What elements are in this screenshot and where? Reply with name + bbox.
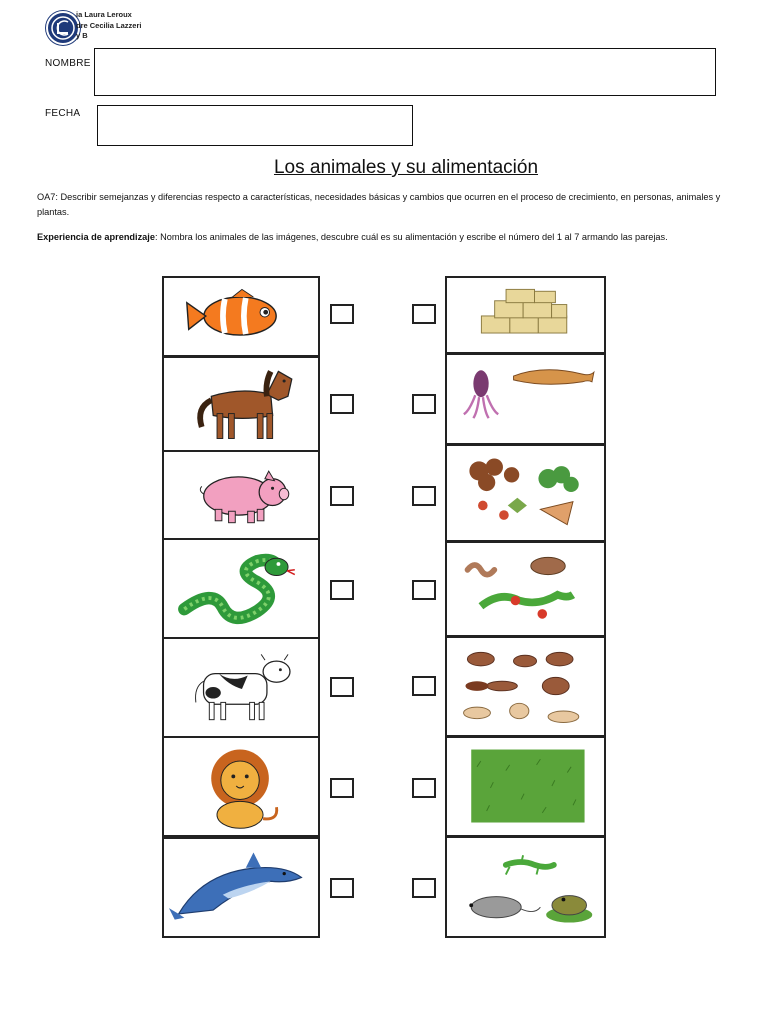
lion-icon: [164, 738, 318, 835]
page-title: Los animales y su alimentación: [273, 157, 539, 178]
dolphin-icon: [164, 839, 318, 936]
food-checkbox-5[interactable]: [412, 676, 436, 696]
animal-checkbox-7[interactable]: [330, 878, 354, 898]
animal-card-4: [162, 538, 320, 639]
objective-text: OA7: Describir semejanzas y diferencias respecto a características, necesidades básicas y cambios que ocurren en el proceso de crecimiento, en personas, animales y plantas.: [37, 192, 721, 217]
animal-checkbox-6[interactable]: [330, 778, 354, 798]
food-scraps-icon: [447, 446, 604, 540]
snake-icon: [164, 540, 318, 637]
pig-icon: [164, 452, 318, 538]
small-animals-icon: [447, 838, 604, 936]
experience-label: Experiencia de aprendizaje: [37, 232, 155, 242]
food-checkbox-2[interactable]: [412, 394, 436, 414]
cow-icon: [164, 639, 318, 736]
food-card-2: [445, 353, 606, 445]
experience-text: [37, 230, 737, 245]
animal-card-1: [162, 276, 320, 357]
grass-icon: [447, 738, 604, 835]
horse-icon: [164, 358, 318, 450]
food-checkbox-1[interactable]: [412, 304, 436, 324]
date-field[interactable]: [97, 105, 413, 146]
food-checkbox-3[interactable]: [412, 486, 436, 506]
food-card-4: [445, 541, 606, 637]
animal-card-6: [162, 736, 320, 837]
animal-checkbox-4[interactable]: [330, 580, 354, 600]
name-label: NOMBRE: [45, 58, 91, 69]
school-line-3: y B: [76, 31, 88, 40]
school-line-2: dre Cecilia Lazzeri: [76, 20, 142, 30]
food-checkbox-4[interactable]: [412, 580, 436, 600]
food-card-3: [445, 444, 606, 542]
animal-card-5: [162, 637, 320, 738]
date-label: FECHA: [45, 108, 81, 119]
fish-icon: [164, 278, 318, 355]
food-card-7: [445, 836, 606, 938]
animal-card-7: [162, 837, 320, 938]
meats-icon: [447, 638, 604, 735]
seafood-icon: [447, 355, 604, 443]
school-name: [76, 10, 141, 42]
food-checkbox-7[interactable]: [412, 878, 436, 898]
food-card-5: [445, 636, 606, 737]
food-card-6: [445, 736, 606, 837]
animal-checkbox-3[interactable]: [330, 486, 354, 506]
hay-bales-icon: [447, 278, 604, 352]
school-line-1: ia Laura Leroux: [76, 10, 132, 19]
animal-checkbox-1[interactable]: [330, 304, 354, 324]
animal-card-3: [162, 450, 320, 540]
school-logo: [46, 11, 80, 45]
food-checkbox-6[interactable]: [412, 778, 436, 798]
worm-meat-vegetables-icon: [447, 543, 604, 635]
experience-body: : Nombra los animales de las imágenes, descubre cuál es su alimentación y escribe el número del 1 al 7 armando las parejas.: [154, 232, 668, 242]
name-field[interactable]: [94, 48, 716, 96]
animal-card-2: [162, 356, 320, 452]
animal-checkbox-5[interactable]: [330, 677, 354, 697]
animal-checkbox-2[interactable]: [330, 394, 354, 414]
food-card-1: [445, 276, 606, 354]
